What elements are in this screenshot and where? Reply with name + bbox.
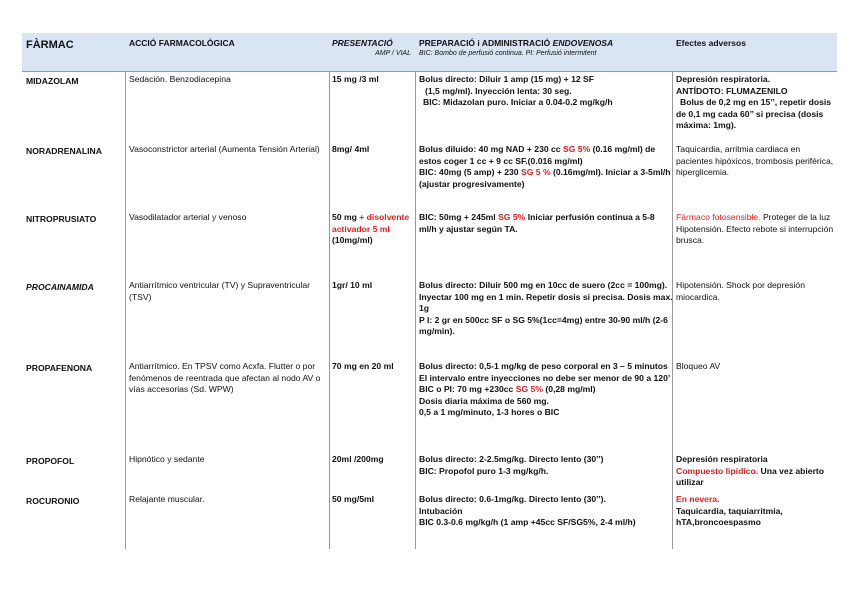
presentation-cell: 20ml /200mg [332, 454, 384, 464]
column-divider [415, 71, 416, 549]
drug-name: PROPOFOL [26, 456, 75, 466]
header-divider [22, 71, 837, 72]
table-row [22, 491, 837, 549]
action-cell: Sedación. Benzodiacepina [129, 74, 231, 84]
column-divider [125, 71, 126, 549]
table-row [22, 451, 837, 491]
presentation-cell: 8mg/ 4ml [332, 144, 370, 154]
header-presentation-sub: AMP / VIAL [375, 50, 411, 57]
header-preparation: PREPARACIÓ i ADMINISTRACIÓ ENDOVENOSA BIC: Bombo de perfusió continua. PI: Perfusió intermitent [419, 38, 674, 59]
effects-cell: Hipotensión. Shock por depresión miocardica. [676, 280, 805, 302]
drug-name: MIDAZOLAM [26, 76, 79, 86]
presentation-cell: 15 mg /3 ml [332, 74, 379, 84]
preparation-cell: Bolus directo: Diluir 1 amp (15 mg) + 12 SF (1,5 mg/ml). Inyección lenta: 30 seg. BIC: Midazolan puro. Iniciar a 0.04-0.2 mg/kg/h [419, 74, 613, 108]
preparation-cell: Bolus directo: 0.6-1mg/kg. Directo lento (30’’). Intubación BIC 0.3-0.6 mg/kg/h (1 amp +45cc SF/SG5%, 2-4 ml/h) [419, 494, 636, 528]
preparation-cell: Bolus directo: Diluir 500 mg en 10cc de suero (2cc = 100mg). Inyectar 100 mg en 1 min. Repetir dosis si precisa. Dosis max. 1g P I: 2 gr en 500cc SF o SG 5%(1cc=4mg) entre 30-90 ml/h (2-6 mg/min). [419, 280, 673, 337]
preparation-cell: Bolus directo: 2-2.5mg/kg. Directo lento (30’’) BIC: Propofol puro 1-3 mg/kg/h. [419, 454, 604, 476]
action-cell: Vasodilatador arterial y venoso [129, 212, 247, 222]
table-row [22, 141, 837, 209]
column-divider [329, 71, 330, 549]
drug-name: ROCURONIO [26, 496, 80, 506]
table-row [22, 277, 837, 358]
presentation-cell: 70 mg en 20 ml [332, 361, 394, 371]
table-row [22, 71, 837, 141]
presentation-cell: 50 mg + disolvente activador 5 ml (10mg/ml) [332, 212, 410, 246]
header-action: ACCIÓ FARMACOLÒGICA [129, 38, 235, 48]
effects-cell: Depresión respiratoria Compuesto lipídico. Una vez abierto utilizar [676, 454, 825, 488]
table-header [22, 33, 837, 71]
presentation-cell: 50 mg/5ml [332, 494, 375, 504]
column-divider [672, 71, 673, 549]
effects-cell: En nevera. Taquicardia, taquiarritmia, hTA,broncoespasmo [676, 494, 783, 528]
effects-cell: Depresión respiratoria. ANTÍDOTO: FLUMAZENILO Bolus de 0,2 mg en 15’’, repetir dosis de 0,1 mg cada 60’’ si precisa (dosis máxima: 1mg). [676, 74, 832, 131]
effects-cell: Fármaco fotosensible. Proteger de la luz Hipotensión. Efecto rebote si interrupción brusca. [676, 212, 834, 246]
header-presentation: PRESENTACIÓ AMP / VIAL [332, 38, 417, 59]
table-row [22, 209, 837, 277]
drug-name: PROPAFENONA [26, 363, 93, 373]
action-cell: Vasoconstrictor arterial (Aumenta Tensión Arterial) [129, 144, 320, 154]
action-cell: Hipnótico y sedante [129, 454, 205, 464]
action-cell: Antiarrítmico ventricular (TV) y Supraventricular (TSV) [129, 280, 310, 302]
drug-name: PROCAINAMIDA [26, 282, 94, 292]
header-effects: Efectes adversos [676, 38, 746, 48]
action-cell: Relajante muscular. [129, 494, 205, 504]
table-row [22, 358, 837, 451]
preparation-cell: BIC: 50mg + 245ml SG 5% Iniciar perfusión continua a 5-8 ml/h y ajustar según TA. [419, 212, 655, 234]
drug-name: NORADRENALINA [26, 146, 102, 156]
preparation-cell: Bolus directo: 0,5-1 mg/kg de peso corporal en 3 – 5 minutos El intervalo entre inyecciones no debe ser menor de 90 a 120’ BIC o PI: 70 mg +230cc SG 5% (0,28 mg/ml) Dosis diaria máxima de 560 mg. 0,5 a 1 mg/minuto, 1-3 hores o BIC [419, 361, 671, 418]
effects-cell: Bloqueo AV [676, 361, 721, 371]
action-cell: Antiarrítmico. En TPSV como Acxfa. Flutter o por fenómenos de reentrada que afectan al nodo AV o vías accesorias (Sd. WPW) [129, 361, 321, 395]
header-drug: FÀRMAC [26, 39, 74, 51]
drug-name: NITROPRUSIATO [26, 214, 97, 224]
preparation-cell: Bolus diluido: 40 mg NAD + 230 cc SG 5% (0.16 mg/ml) de estos coger 1 cc + 9 cc SF.(0.016 mg/ml) BIC: 40mg (5 amp) + 230 SG 5 % (0.16mg/ml). Iniciar a 3-5ml/h (ajustar progresivamente) [419, 144, 671, 189]
drug-table [22, 33, 837, 549]
presentation-cell: 1gr/ 10 ml [332, 280, 373, 290]
header-preparation-sub: BIC: Bombo de perfusió continua. PI: Perfusió intermitent [419, 50, 597, 57]
effects-cell: Taquicardia, arritmia cardiaca en pacientes hipóxicos, trombosis periférica, hiperglicemia. [676, 144, 834, 178]
